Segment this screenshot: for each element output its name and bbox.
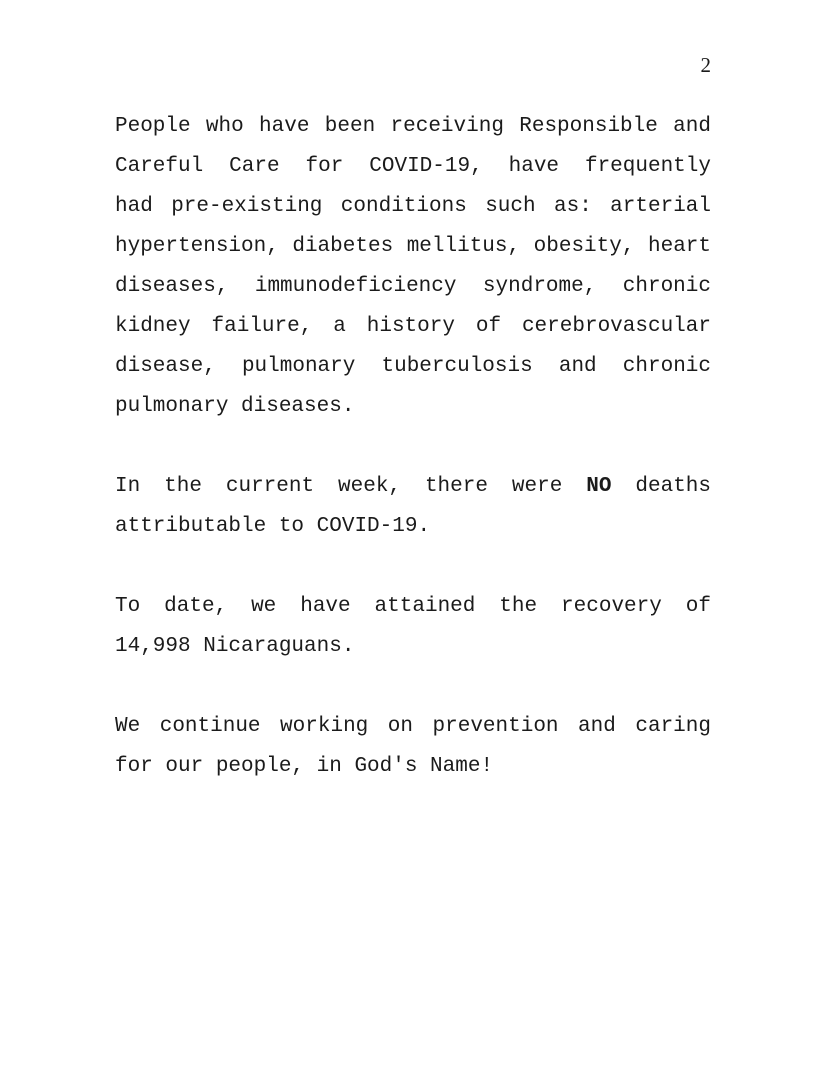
text-line: hypertension, diabetes mellitus, obesity, heart bbox=[115, 235, 711, 258]
paragraph-preexisting-conditions bbox=[115, 107, 711, 427]
page-number: 2 bbox=[700, 53, 711, 77]
text-line: We continue working on prevention and caring bbox=[115, 715, 711, 738]
text-line: To date, we have attained the recovery of bbox=[115, 595, 711, 618]
text-line: diseases, immunodeficiency syndrome, chronic bbox=[115, 275, 711, 298]
text-line: Careful Care for COVID-19, have frequently bbox=[115, 155, 711, 178]
text-line: 14,998 Nicaraguans. bbox=[115, 635, 355, 658]
text-segment: deaths bbox=[611, 475, 711, 498]
text-line: pulmonary diseases. bbox=[115, 395, 355, 418]
bold-text-no: NO bbox=[586, 475, 612, 498]
text-line: for our people, in God's Name! bbox=[115, 755, 494, 778]
text-line bbox=[115, 467, 711, 507]
text-line: attributable to COVID-19. bbox=[115, 515, 431, 538]
text-line: People who have been receiving Responsible and bbox=[115, 115, 711, 138]
text-line: had pre-existing conditions such as: arterial bbox=[115, 195, 711, 218]
document-body bbox=[115, 107, 711, 827]
text-segment: In the current week, there were bbox=[115, 475, 587, 498]
text-line: kidney failure, a history of cerebrovascular bbox=[115, 315, 711, 338]
paragraph-closing bbox=[115, 707, 711, 787]
paragraph-no-deaths bbox=[115, 467, 711, 547]
paragraph-recoveries bbox=[115, 587, 711, 667]
text-line: disease, pulmonary tuberculosis and chronic bbox=[115, 355, 711, 378]
